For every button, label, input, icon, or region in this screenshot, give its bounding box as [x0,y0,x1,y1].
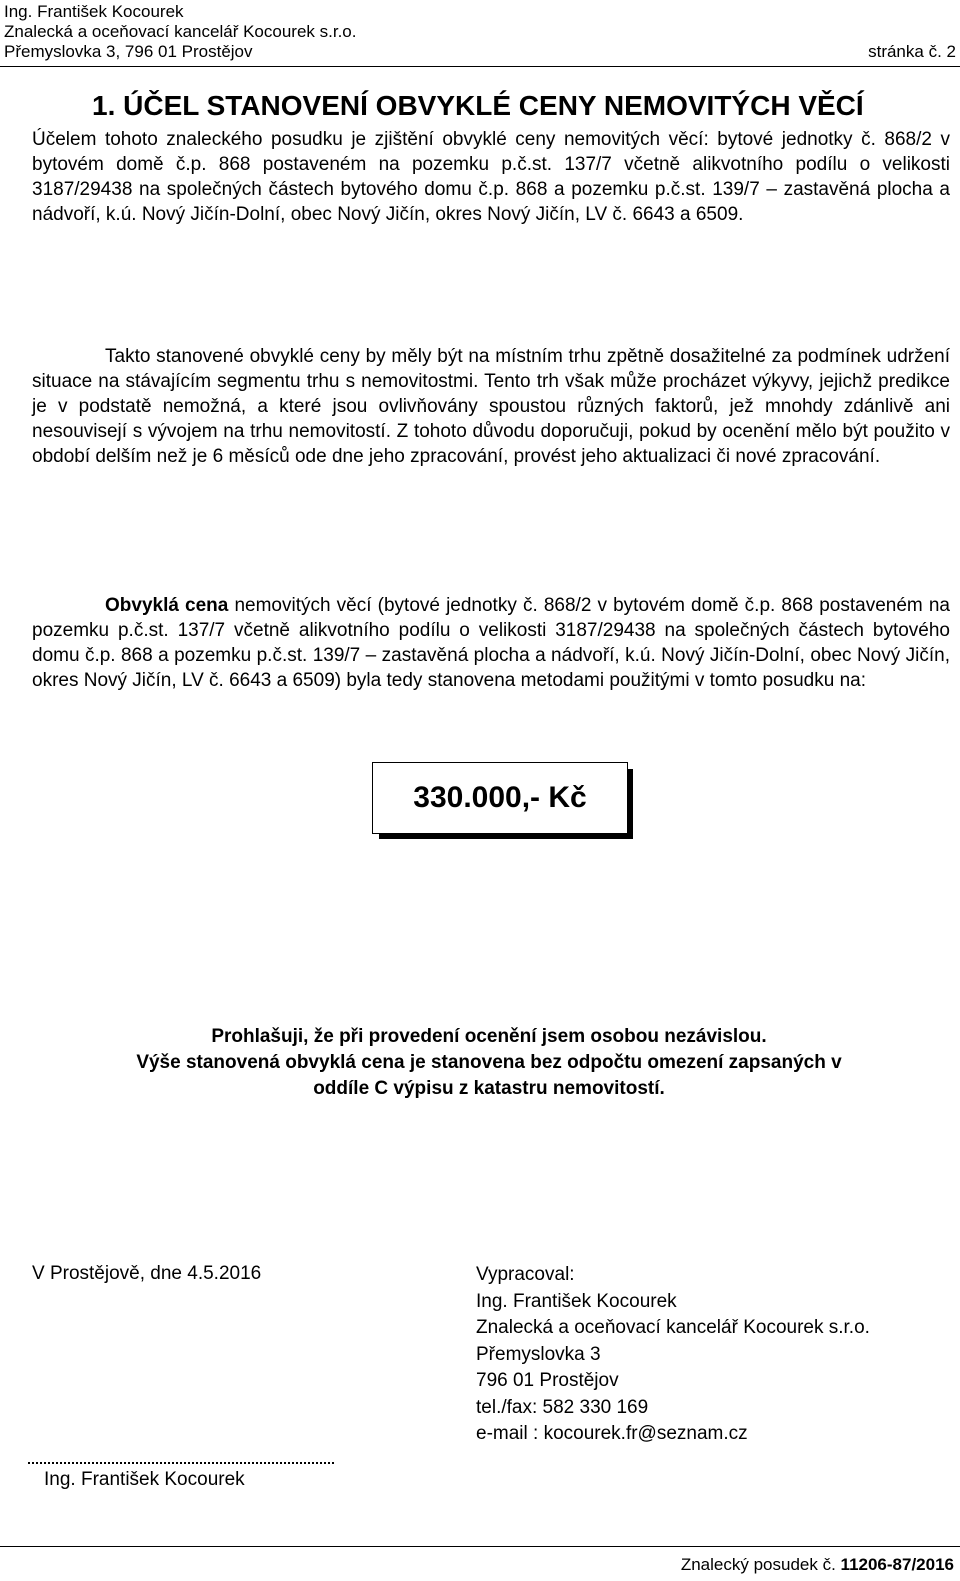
signature-line [28,1462,334,1464]
header-author: Ing. František Kocourek [4,2,184,21]
prepared-by-email: e-mail : kocourek.fr@seznam.cz [476,1423,748,1444]
header-divider [0,66,960,67]
prepared-by-block [476,1262,870,1448]
prepared-by-phone: tel./fax: 582 330 169 [476,1396,649,1418]
page-number-label [868,42,956,62]
signature-name: Ing. František Kocourek [44,1469,245,1490]
prepared-by-street: Přemyslovka 3 [476,1343,601,1365]
declaration-line-1: Prohlašuji, že při provedení ocenění jsem osobou nezávislou. [211,1026,767,1047]
validity-paragraph: Takto stanovené obvyklé ceny by měly být na místním trhu zpětně dosažitelné za podmínek udržení situace na stávajícím segmentu trhu s nemovitostmi. Tento trh však může procházet výkyvy, jejichž predikce je v podstatě nemožná, a které jsou ovlivňovány spoustou různých faktorů, jež mnohdy zdánlivě ani nesouvisejí s vývojem na trhu nemovitostí. Z tohoto důvodu doporučuji, pokud by ocenění mělo být použito v období delším než je 6 měsíců ode dne jeho zpracování, provést jeho aktualizaci či nové zpracování. [32,346,950,467]
page-number: 2 [946,42,956,61]
place-date: V Prostějově, dne 4.5.2016 [32,1263,262,1284]
prepared-by-name: Ing. František Kocourek [476,1290,677,1312]
report-number: 11206-87/2016 [840,1555,954,1574]
section-title: 1. ÚČEL STANOVENÍ OBVYKLÉ CENY NEMOVITÝCH VĚCÍ [92,90,864,121]
footer-label [681,1554,954,1576]
result-bold-lead: Obvyklá cena [105,595,229,616]
prepared-by-city: 796 01 Prostějov [476,1370,619,1391]
price-value: 330.000,- Kč [413,781,587,814]
declaration-line-2: Výše stanovená obvyklá cena je stanovena bez odpočtu omezení zapsaných v [136,1052,842,1073]
price-box [372,762,628,834]
page-prefix: stránka č. [868,42,942,61]
purpose-paragraph: Účelem tohoto znaleckého posudku je zjištění obvyklé ceny nemovitých věcí: bytové jednotky č. 868/2 v bytovém domě č.p. 868 postaveném na pozemku p.č.st. 137/7 včetně alikvotního podílu o velikosti 3187/29438 na společných částech bytového domu č.p. 868 a pozemku p.č.st. 139/7 – zastavěná plocha a nádvoří, k.ú. Nový Jičín-Dolní, obec Nový Jičín, okres Nový Jičín, LV č. 6643 a 6509. [32,129,950,225]
footer-divider [0,1546,960,1547]
result-text: nemovitých věcí (bytové jednotky č. 868/2 v bytovém domě č.p. 868 postaveném na pozemku p.č.st. 137/7 včetně alikvotního podílu o velikosti 3187/29438 na společných částech bytového domu č.p. 868 a pozemku p.č.st. 139/7 – zastavěná plocha a nádvoří, k.ú. Nový Jičín-Dolní, obec Nový Jičín, okres Nový Jičín, LV č. 6643 a 6509) byla tedy stanovena metodami použitými v tomto posudku na: [32,595,950,691]
header-office: Znalecká a oceňovací kancelář Kocourek s.r.o. [4,22,357,41]
footer-prefix: Znalecký posudek č. [680,1555,836,1574]
header-address: Přemyslovka 3, 796 01 Prostějov [4,42,253,61]
prepared-by-office: Znalecká a oceňovací kancelář Kocourek s.r.o. [476,1317,870,1338]
declaration-line-3: oddíle C výpisu z katastru nemovitostí. [313,1078,665,1099]
result-paragraph [32,593,950,693]
prepared-by-label: Vypracoval: [476,1264,575,1285]
